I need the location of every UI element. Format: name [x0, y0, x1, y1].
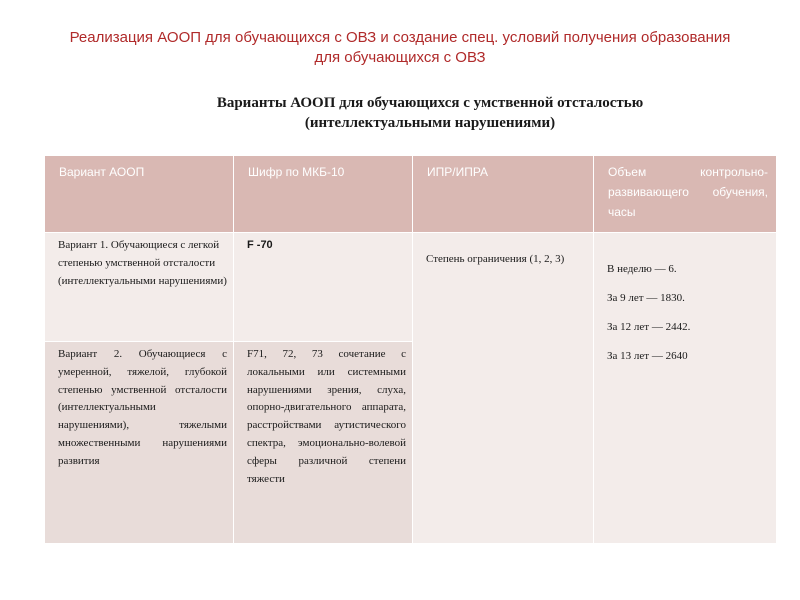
aoop-variants-table: [44, 155, 777, 544]
volume-item: За 12 лет — 2442.: [607, 321, 691, 333]
variant-cell: Вариант 2. Обучающиеся с умеренной, тяжелой, глубокой степенью умственной отсталости (интеллектуальными нарушениями), тяжелыми множественными нарушениями развития: [45, 342, 234, 544]
slide-title: Реализация АООП для обучающихся с ОВЗ и создание спец. условий получения образования для обучающихся с ОВЗ: [69, 29, 731, 66]
volume-item: За 9 лет — 1830.: [607, 292, 685, 304]
table-row: [45, 233, 777, 342]
volume-item: В неделю — 6.: [607, 263, 677, 275]
variant-cell: Вариант 1. Обучающиеся с легкой степенью умственной отсталости (интеллектуальными нарушениями): [45, 233, 234, 342]
table-header-row: [45, 156, 777, 233]
icd-code-text: F -70: [247, 239, 273, 251]
ipr-text: Степень ограничения (1, 2, 3): [426, 253, 565, 265]
volume-list: [607, 261, 770, 365]
volume-cell: [594, 233, 777, 544]
volume-item: За 13 лет — 2640: [607, 350, 688, 362]
ipr-cell: [413, 233, 594, 544]
column-header-volume: Объем контрольно-развивающего обучения, часы: [594, 156, 777, 233]
column-header-ipr: ИПР/ИПРА: [413, 156, 594, 233]
column-header-icd-code: Шифр по МКБ-10: [234, 156, 413, 233]
column-header-variant: Вариант АООП: [45, 156, 234, 233]
table-caption-line-2: (интеллектуальными нарушениями): [304, 115, 556, 131]
icd-code-cell: [234, 233, 413, 342]
table-caption: [130, 93, 730, 133]
table-caption-line-1: Варианты АООП для обучающихся с умственной отсталостью: [216, 95, 644, 111]
icd-code-cell: F71, 72, 73 сочетание с локальными или системными нарушениями зрения, слуха, опорно-двигательного аппарата, расстройствами аутистического спектра, эмоционально-волевой сферы различной степени тяжести: [234, 342, 413, 544]
